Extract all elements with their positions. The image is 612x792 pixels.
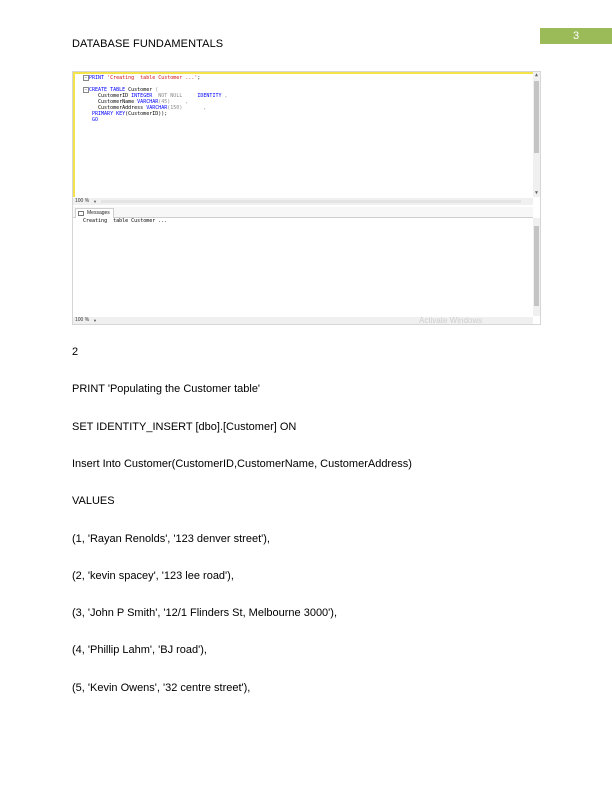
code-line [89, 111, 167, 117]
ssms-screenshot [72, 71, 541, 325]
code-token: CREATE TABLE [89, 87, 129, 93]
code-token: NOT NULL [152, 93, 183, 99]
results-tab-strip [73, 207, 533, 218]
query-editor[interactable] [73, 72, 533, 197]
code-token: PRIMARY KEY [89, 111, 126, 117]
tab-messages-label: Messages [87, 210, 110, 216]
code-token: CustomerAddress [89, 105, 147, 111]
editor-zoom-level[interactable]: 100 % [75, 198, 90, 204]
paragraph: (5, 'Kevin Owens', '32 centre street'), [72, 681, 251, 694]
paragraph: (3, 'John P Smith', '12/1 Flinders St, Melbourne 3000'), [72, 607, 337, 620]
paragraph: Insert Into Customer(CustomerID,CustomerName, CustomerAddress) [72, 457, 412, 470]
zoom-dropdown-icon[interactable]: ▼ [93, 199, 97, 204]
tab-messages[interactable] [75, 208, 114, 218]
code-token: VARCHAR [137, 99, 159, 105]
code-token: VARCHAR [146, 105, 168, 111]
code-token: INTEGER [131, 93, 153, 99]
page-number: 3 [540, 28, 612, 44]
editor-horizontal-scrollbar[interactable] [101, 200, 521, 203]
collapse-toggle-icon[interactable]: − [84, 87, 88, 92]
code-token: GO [89, 117, 99, 123]
paragraph: SET IDENTITY_INSERT [dbo].[Customer] ON [72, 420, 297, 433]
paragraph: 2 [72, 346, 79, 358]
code-token: IDENTITY [182, 93, 222, 99]
messages-vertical-scrollbar[interactable] [533, 218, 540, 316]
document-header: DATABASE FUNDAMENTALS [72, 38, 224, 50]
paragraph: (4, 'Phillip Lahm', 'BJ road'), [72, 644, 207, 657]
code-token: , [221, 93, 228, 99]
code-token: PRINT [89, 75, 108, 81]
activate-windows-watermark: Activate Windows [419, 316, 483, 325]
messages-scroll-thumb[interactable] [534, 226, 539, 306]
code-token: Customer [128, 87, 153, 93]
code-token: , [170, 99, 189, 105]
messages-zoom-level[interactable]: 100 % [75, 317, 90, 323]
editor-scroll-thumb[interactable] [534, 81, 539, 153]
editor-vertical-scrollbar[interactable] [533, 72, 540, 197]
collapse-toggle-icon[interactable]: − [84, 75, 88, 80]
code-token: , [182, 105, 207, 111]
code-token: CustomerID [89, 93, 132, 99]
paragraph: (1, 'Rayan Renolds', '123 denver street'), [72, 532, 270, 545]
messages-icon [78, 211, 84, 216]
code-token: (45) [158, 99, 171, 105]
code-token: CustomerName [89, 99, 138, 105]
code-token: ; [197, 75, 201, 81]
code-line [89, 117, 98, 123]
code-token: ( [152, 87, 159, 93]
zoom-dropdown-icon[interactable]: ▼ [93, 318, 97, 323]
editor-zoom-bar [73, 198, 533, 205]
code-line [89, 75, 200, 81]
code-token: 'Creating table Customer ...' [107, 75, 198, 81]
code-token: (150) [167, 105, 183, 111]
message-output: Creating table Customer ... [83, 218, 168, 224]
scroll-down-arrow-icon[interactable]: ▼ [534, 190, 538, 196]
paragraph: PRINT 'Populating the Customer table' [72, 383, 261, 396]
paragraph: (2, 'kevin spacey', '123 lee road'), [72, 569, 234, 582]
scroll-up-arrow-icon[interactable]: ▲ [534, 72, 538, 78]
code-token: (CustomerID)); [125, 111, 168, 117]
paragraph: VALUES [72, 495, 115, 508]
